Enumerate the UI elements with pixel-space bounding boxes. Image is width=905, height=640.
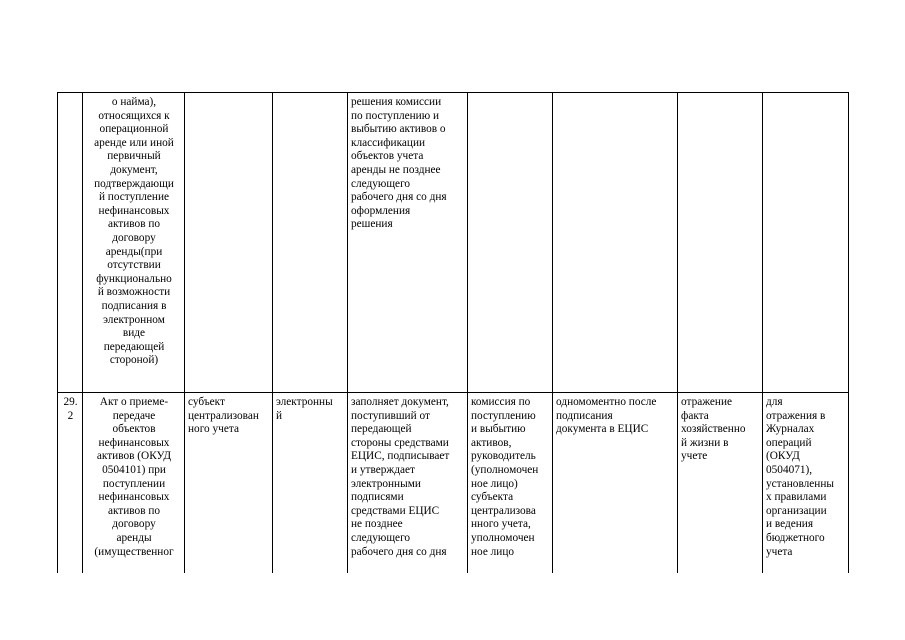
cell-form bbox=[273, 93, 348, 393]
cell-action: решения комиссии по поступлению и выбытию активов о классификации объектов учета аренды не позднее следующего рабочего дня со дня оформления решения bbox=[348, 93, 468, 393]
cell-form: электронны й bbox=[273, 393, 348, 574]
cell-signers: комиссия по поступлению и выбытию активов, руководитель (уполномочен ное лицо) субъекта централизова нного учета, уполномочен ное лицо bbox=[468, 393, 553, 574]
cell-number: 29. 2 bbox=[58, 393, 83, 574]
register-table bbox=[57, 92, 849, 573]
table-row-29-2 bbox=[58, 393, 849, 574]
cell-document: Акт о приеме- передаче объектов нефинансовых активов (ОКУД 0504101) при поступлении нефинансовых активов по договору аренды (имущественног bbox=[83, 393, 185, 574]
cell-deadline bbox=[553, 93, 678, 393]
cell-number bbox=[58, 93, 83, 393]
cell-signers bbox=[468, 93, 553, 393]
cell-destination bbox=[763, 93, 849, 393]
cell-action: заполняет документ, поступивший от передающей стороны средствами ЕЦИС, подписывает и утверждает электронными подписями средствами ЕЦИС не позднее следующего рабочего дня со дня bbox=[348, 393, 468, 574]
cell-purpose bbox=[678, 93, 763, 393]
cell-destination: для отражения в Журналах операций (ОКУД 0504071), установленны х правилами организации и ведения бюджетного учета bbox=[763, 393, 849, 574]
cell-responsible bbox=[185, 93, 273, 393]
cell-document: о найма), относящихся к операционной аренде или иной первичный документ, подтверждающи й поступление нефинансовых активов по договору аренды(при отсутствии функционально й возможности подписания в электронном виде передающей стороной) bbox=[83, 93, 185, 393]
cell-deadline: одномоментно после подписания документа в ЕЦИС bbox=[553, 393, 678, 574]
cell-purpose: отражение факта хозяйственно й жизни в учете bbox=[678, 393, 763, 574]
table-row-continued bbox=[58, 93, 849, 393]
cell-responsible: субъект централизован ного учета bbox=[185, 393, 273, 574]
